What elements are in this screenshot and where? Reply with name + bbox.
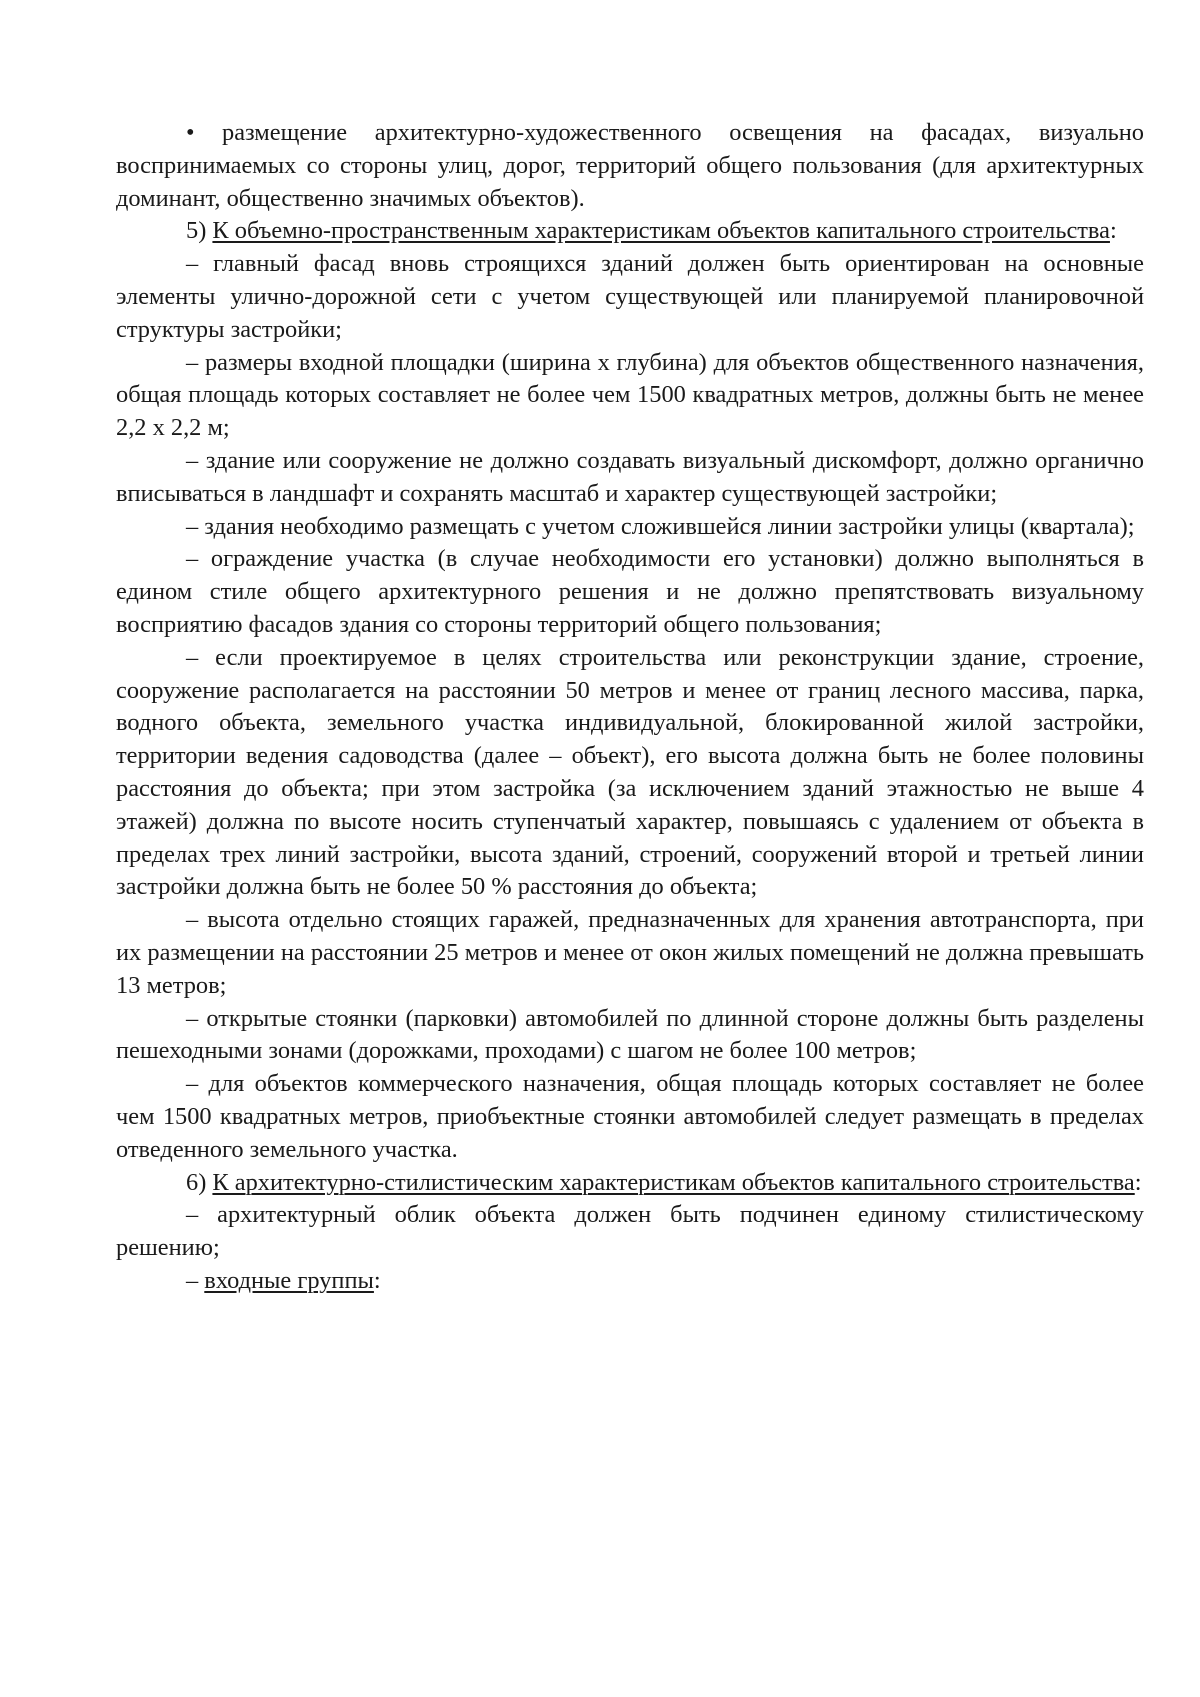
section-5-item: – главный фасад вновь строящихся зданий должен быть ориентирован на основные элементы улично-дорожной сети с учетом существующей или планируемой планировочной структуры застройки; bbox=[116, 250, 1144, 343]
section-5-number: 5) bbox=[186, 217, 213, 245]
section-6-item: – архитектурный облик объекта должен быть подчинен единому стилистическому решению; bbox=[116, 1201, 1144, 1262]
entry-groups-item bbox=[116, 1265, 1144, 1298]
section-6-colon: : bbox=[1134, 1168, 1142, 1196]
section-5-colon: : bbox=[1109, 217, 1117, 245]
section-5-item: – высота отдельно стоящих гаражей, предназначенных для хранения автотранспорта, при их размещении на расстоянии 25 метров и менее от окон жилых помещений не должна превышать 13 метров; bbox=[116, 906, 1144, 999]
section-6-heading bbox=[116, 1167, 1144, 1200]
section-5-item: – открытые стоянки (парковки) автомобилей по длинной стороне должны быть разделены пешеходными зонами (дорожками, проходами) с шагом не более 100 метров; bbox=[116, 1004, 1144, 1065]
bullet-marker: • bbox=[186, 119, 195, 146]
section-5-item: – размеры входной площадки (ширина х глубина) для объектов общественного назначения, общая площадь которых составляет не более чем 1500 квадратных метров, должны быть не менее 2,2 х 2,2 м; bbox=[116, 348, 1144, 442]
entry-groups-dash: – bbox=[186, 1266, 205, 1294]
document-body bbox=[116, 117, 1144, 1298]
section-5-item: – ограждение участка (в случае необходимости его установки) должно выполняться в едином стиле общего архитектурного решения и не должно препятствовать визуальному восприятию фасадов здания со стороны территорий общего пользования; bbox=[116, 545, 1144, 638]
bullet-paragraph bbox=[116, 117, 1144, 215]
entry-groups-colon: : bbox=[373, 1266, 381, 1294]
entry-groups-text: входные группы bbox=[204, 1266, 374, 1294]
section-6-number: 6) bbox=[186, 1168, 213, 1196]
section-5-item: – здание или сооружение не должно создавать визуальный дискомфорт, должно органично вписываться в ландшафт и сохранять масштаб и характер существующей застройки; bbox=[116, 446, 1144, 507]
section-5-item: – если проектируемое в целях строительства или реконструкции здание, строение, сооружение располагается на расстоянии 50 метров и менее от границ лесного массива, парка, водного объекта, земельного участка индивидуальной, блокированной жилой застройки, территории ведения садоводства (далее – объект), его высота должна быть не более половины расстояния до объекта; при этом застройка (за исключением зданий этажностью не выше 4 этажей) должна по высоте носить ступенчатый характер, повышаясь с удалением от объекта в пределах трех линий застройки, высота зданий, строений, сооружений второй и третьей линии застройки должна быть не более 50 % расстояния до объекта; bbox=[116, 643, 1144, 901]
section-6-title: К архитектурно-стилистическим характеристикам объектов капитального строительства bbox=[212, 1168, 1135, 1196]
section-5-item: – для объектов коммерческого назначения, общая площадь которых составляет не более чем 1500 квадратных метров, приобъектные стоянки автомобилей следует размещать в пределах отведенного земельного участка. bbox=[116, 1070, 1144, 1163]
section-5-item: – здания необходимо размещать с учетом сложившейся линии застройки улицы (квартала); bbox=[186, 512, 1135, 540]
section-5-heading bbox=[116, 215, 1144, 248]
bullet-text: размещение архитектурно-художественного освещения на фасадах, визуально воспринимаемых со стороны улиц, дорог, территорий общего пользования (для архитектурных доминант, общественно значимых объектов). bbox=[116, 119, 1144, 212]
section-5-title: К объемно-пространственным характеристикам объектов капитального строительства bbox=[212, 217, 1110, 245]
